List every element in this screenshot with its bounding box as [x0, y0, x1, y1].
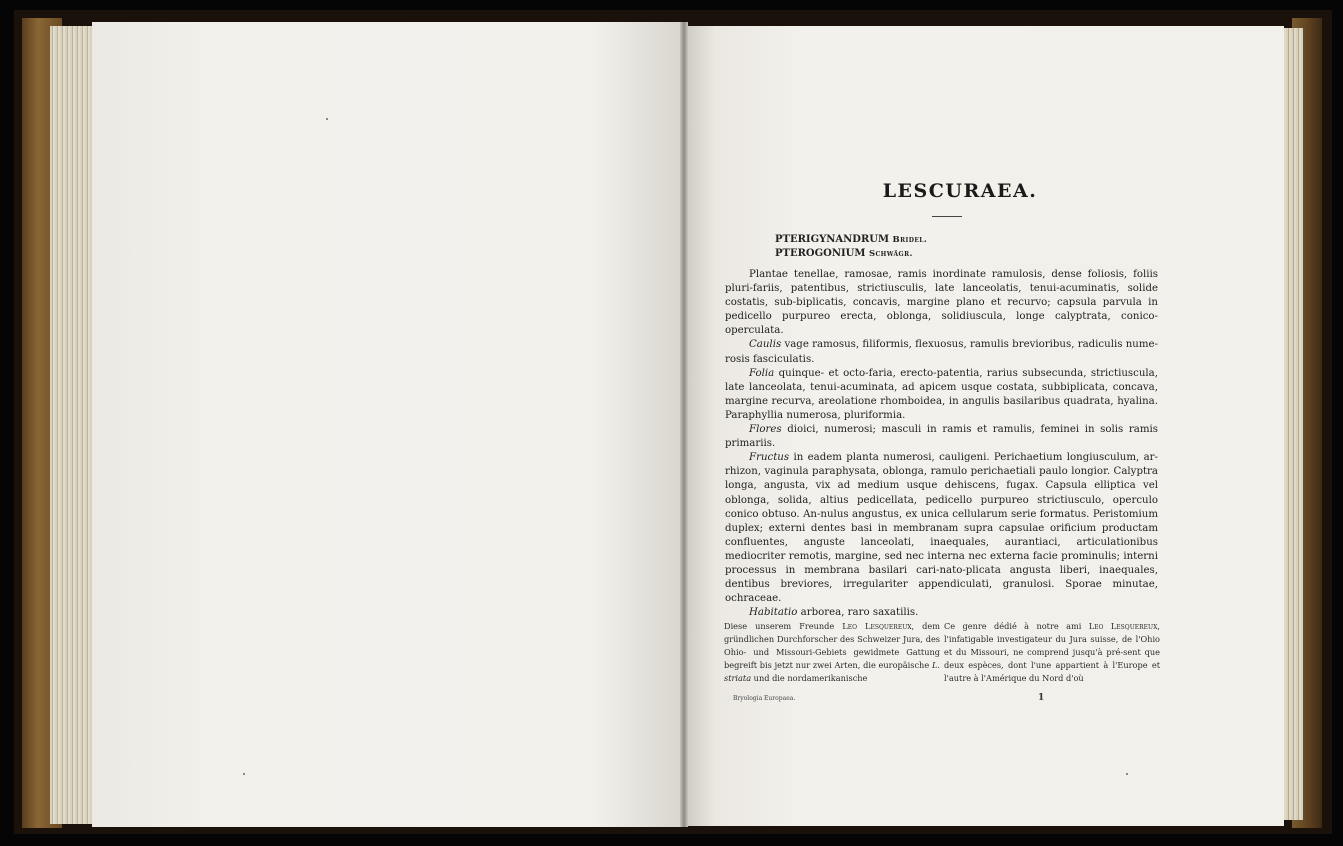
page-edges-right [1281, 28, 1303, 820]
synonym-author: Schwägr. [868, 249, 913, 259]
paper-speck [326, 118, 328, 120]
page-edges-left [50, 26, 94, 824]
book-gutter [680, 22, 688, 827]
page-number: 1 [1038, 693, 1045, 703]
paper-speck [243, 773, 245, 775]
genus-diagnosis: Plantae tenellae, ramosae, ramis inordinate ramulosis, dense foliosis, foliis pluri-fariis, patentibus, strictiusculis, late lanceolatis, tenui-acuminatis, solide costatis, sub-biplicatis, concavis, margine plano et recurvo; capsula parvula in pedicello purpureo erecta, oblonga, solidiuscula, longe calyptrata, conico-operculata. [725, 269, 1158, 337]
latin-description [725, 268, 1158, 620]
title-divider [932, 216, 962, 217]
german-column: Diese unserem Freunde Leo Lesquereux, dem gründlichen Durchforscher des Schweizer Jura, des Ohio- und Missouri-Gebiets gewidmete Gattung begreift bis jetzt nur zwei Arten, die europäische L. striata und die nordamerikanische [724, 621, 940, 683]
habitatio-paragraph: Habitatio arborea, raro saxatilis. [749, 607, 919, 619]
synonym-line [775, 234, 927, 245]
signature-mark: Bryologia Europaea. [733, 695, 796, 702]
synonym-author: Bridel. [892, 235, 928, 245]
paper-speck [1126, 773, 1128, 775]
synonym-line [775, 248, 913, 259]
french-column: Ce genre dédié à notre ami Leo Lesquereux, l'infatigable investigateur du Jura suisse, de l'Ohio et du Missouri, ne comprend jusqu'à pré-sent que deux espèces, dont l'une appartient à l'Europe et l'autre à l'Amérique du Nord d'où [944, 621, 1160, 683]
caulis-paragraph: Caulis vage ramosus, filiformis, flexuosus, ramulis brevioribus, radiculis nume-rosis fasciculatis. [725, 339, 1158, 365]
genus-title: LESCURAEA. [882, 180, 1038, 202]
synonym-genus: PTEROGONIUM [775, 248, 866, 259]
fructus-paragraph: Fructus in eadem planta numerosi, cauligeni. Perichaetium longiusculum, ar-rhizon, vaginula paraphysata, oblonga, ramulo perichaetiali paulo longior. Calyptra longa, angusta, vix ad medium usque dehiscens, fugax. Capsula elliptica vel oblonga, solida, altius pedicellata, pedicello purpureo strictiusculo, operculo conico obtuso. An-nulus angustus, ex unica cellularum serie formatus. Peristomium duplex; externi dentes basi in membranam supra capsulae orificium productam confluentes, anguste lanceolati, inaequales, aurantiaci, articulationibus mediocriter remotis, margine, sed nec interna nec externa facie prominulis; interni processus in membrana basilari cari-nato-plicata angusta liberi, inaequales, dentibus breviores, irregulariter appendiculati, granulosi. Sporae minutae, ochraceae. [725, 452, 1158, 605]
folia-paragraph: Folia quinque- et octo-faria, erecto-patentia, rarius subsecunda, strictiuscula, late lanceolata, tenui-acuminata, ad apicem usque costata, subbiplicata, concava, margine recurva, areolatione rhomboidea, in angulis basilaribus quadrata, hyalina. Paraphyllia numerosa, pluriformia. [725, 367, 1158, 421]
left-page-blank [92, 22, 680, 827]
flores-paragraph: Flores dioici, numerosi; masculi in ramis et ramulis, feminei in solis ramis primariis. [725, 424, 1158, 450]
synonym-genus: PTERIGYNANDRUM [775, 234, 890, 245]
